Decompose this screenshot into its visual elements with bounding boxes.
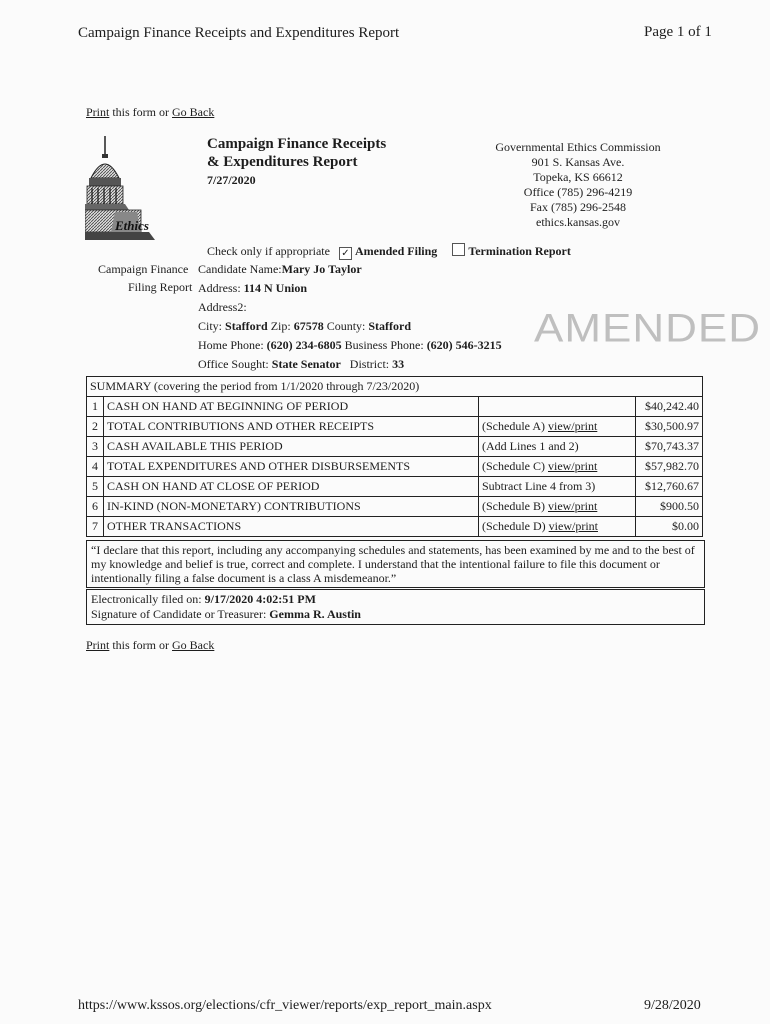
print-header-title: Campaign Finance Receipts and Expenditures Report: [78, 25, 400, 41]
summary-schedule-text: (Add Lines 1 and 2): [482, 439, 579, 453]
summary-table: [86, 376, 703, 537]
summary-schedule-text: (Schedule D): [482, 519, 549, 533]
summary-schedule-cell: [479, 457, 636, 477]
report-title-line2: & Expenditures Report: [207, 154, 358, 170]
summary-line-label: CASH ON HAND AT CLOSE OF PERIOD: [104, 477, 479, 497]
filing-info: [86, 589, 705, 625]
candidate-city-row: [198, 319, 411, 334]
top-nav: [86, 105, 214, 120]
summary-schedule-cell: [479, 497, 636, 517]
commission-street: 901 S. Kansas Ave.: [531, 155, 625, 169]
amended-filing-label: Amended Filing: [354, 244, 438, 258]
filed-on-value: 9/17/2020 4:02:51 PM: [204, 592, 316, 606]
address2-label: Address2:: [198, 300, 247, 314]
summary-amount: $12,760.67: [636, 477, 703, 497]
commission-website: ethics.kansas.gov: [536, 215, 620, 229]
summary-line-number: 1: [87, 397, 104, 417]
summary-amount: $0.00: [636, 517, 703, 537]
filed-on-label: Electronically filed on:: [91, 592, 202, 606]
address-label: Address:: [198, 281, 241, 295]
report-date: 7/27/2020: [207, 173, 256, 187]
print-footer-date: 9/28/2020: [644, 998, 701, 1013]
amended-filing-checkbox[interactable]: ✓: [339, 247, 352, 260]
print-header-page-number: Page 1 of 1: [644, 24, 712, 40]
summary-schedule-cell: [479, 477, 636, 497]
candidate-city: Stafford: [225, 319, 268, 333]
candidate-address: 114 N Union: [243, 281, 308, 295]
summary-amount: $900.50: [636, 497, 703, 517]
logo-ethics-text: Ethics: [115, 218, 149, 233]
nav-separator-text: this form or: [109, 105, 173, 119]
candidate-name-label: Candidate Name:: [198, 262, 282, 276]
termination-report-label: Termination Report: [468, 244, 571, 258]
summary-line-label: IN-KIND (NON-MONETARY) CONTRIBUTIONS: [104, 497, 479, 517]
candidate-address-row: [198, 281, 307, 296]
summary-line-number: 5: [87, 477, 104, 497]
summary-schedule-text: (Schedule B): [482, 499, 548, 513]
district-label: District:: [349, 357, 390, 371]
home-phone-label: Home Phone:: [198, 338, 264, 352]
candidate-name: Mary Jo Taylor: [281, 262, 362, 276]
commission-address-block: [478, 140, 678, 230]
view-print-schedule-link[interactable]: view/print: [548, 519, 598, 533]
candidate-home-phone: (620) 234-6805: [266, 338, 342, 352]
summary-line-label: TOTAL CONTRIBUTIONS AND OTHER RECEIPTS: [104, 417, 479, 437]
summary-schedule-text: (Schedule A): [482, 419, 548, 433]
summary-line-label: TOTAL EXPENDITURES AND OTHER DISBURSEMENTS: [104, 457, 479, 477]
summary-header: SUMMARY (covering the period from 1/1/2020 through 7/23/2020): [87, 377, 703, 397]
summary-schedule-text: Subtract Line 4 from 3): [482, 479, 596, 493]
summary-amount: $70,743.37: [636, 437, 703, 457]
office-sought-label: Office Sought:: [198, 357, 269, 371]
candidate-business-phone: (620) 546-3215: [426, 338, 502, 352]
summary-line-number: 6: [87, 497, 104, 517]
summary-line-label: OTHER TRANSACTIONS: [104, 517, 479, 537]
summary-line-number: 2: [87, 417, 104, 437]
summary-line-number: 7: [87, 517, 104, 537]
summary-line-label: CASH ON HAND AT BEGINNING OF PERIOD: [104, 397, 479, 417]
candidate-county: Stafford: [368, 319, 412, 333]
view-print-schedule-link[interactable]: view/print: [547, 419, 598, 433]
summary-schedule-text: (Schedule C): [482, 459, 548, 473]
filed-on-row: [91, 592, 700, 607]
summary-amount: $40,242.40: [636, 397, 703, 417]
amended-stamp: AMENDED: [534, 306, 762, 351]
side-label-filing-report: Filing Report: [128, 280, 193, 294]
city-label: City:: [198, 319, 223, 333]
commission-city: Topeka, KS 66612: [533, 170, 623, 184]
summary-amount: $57,982.70: [636, 457, 703, 477]
print-form-link[interactable]: Print: [86, 105, 110, 119]
print-footer-url: https://www.kssos.org/elections/cfr_viewer/reports/exp_report_main.aspx: [78, 998, 492, 1013]
signature-label: Signature of Candidate or Treasurer:: [91, 607, 267, 621]
summary-row: [87, 397, 703, 417]
summary-row: [87, 517, 703, 537]
ethics-commission-logo: [85, 132, 197, 240]
candidate-office-row: [198, 357, 404, 372]
summary-schedule-cell: [479, 437, 636, 457]
signature-value: Gemma R. Austin: [269, 607, 361, 621]
commission-office-phone: Office (785) 296-4219: [523, 185, 633, 199]
county-label: County:: [326, 319, 366, 333]
summary-line-number: 4: [87, 457, 104, 477]
go-back-link-bottom[interactable]: Go Back: [172, 638, 215, 652]
summary-schedule-cell: [479, 417, 636, 437]
summary-amount: $30,500.97: [636, 417, 703, 437]
zip-label: Zip:: [270, 319, 291, 333]
print-form-link-bottom[interactable]: Print: [86, 638, 110, 652]
summary-header-row: [87, 377, 703, 397]
signature-row: [91, 607, 700, 622]
summary-schedule-cell: [479, 397, 636, 417]
summary-schedule-cell: [479, 517, 636, 537]
summary-row: [87, 417, 703, 437]
commission-fax: Fax (785) 296-2548: [530, 200, 626, 214]
report-title-line1: Campaign Finance Receipts: [207, 136, 387, 152]
declaration-statement: “I declare that this report, including any accompanying schedules and statements, has been examined by me and to the best of my knowledge and belief is true, correct and complete. I understand that the intentional failure to file this document or intentionally filing a false document is a class A misdemeanor.”: [86, 540, 705, 588]
filing-type-prompt: Check only if appropriate: [207, 244, 330, 258]
summary-row: [87, 477, 703, 497]
nav-separator-text-bottom: this form or: [109, 638, 173, 652]
view-print-schedule-link[interactable]: view/print: [547, 459, 598, 473]
candidate-office-sought: State Senator: [271, 357, 341, 371]
summary-row: [87, 437, 703, 457]
business-phone-label: Business Phone:: [344, 338, 424, 352]
candidate-phone-row: [198, 338, 502, 353]
summary-row: [87, 497, 703, 517]
summary-row: [87, 457, 703, 477]
candidate-district: 33: [392, 357, 405, 371]
termination-report-checkbox[interactable]: [452, 243, 465, 256]
candidate-zip: 67578: [293, 319, 324, 333]
summary-line-number: 3: [87, 437, 104, 457]
view-print-schedule-link[interactable]: view/print: [547, 499, 598, 513]
go-back-link[interactable]: Go Back: [172, 105, 215, 119]
commission-name: Governmental Ethics Commission: [495, 140, 661, 154]
summary-line-label: CASH AVAILABLE THIS PERIOD: [104, 437, 479, 457]
bottom-nav: [86, 638, 214, 653]
candidate-name-row: [198, 262, 362, 277]
filing-type-row: [207, 243, 571, 260]
side-label-campaign-finance: Campaign Finance: [98, 262, 189, 276]
candidate-address2-row: [198, 300, 247, 315]
